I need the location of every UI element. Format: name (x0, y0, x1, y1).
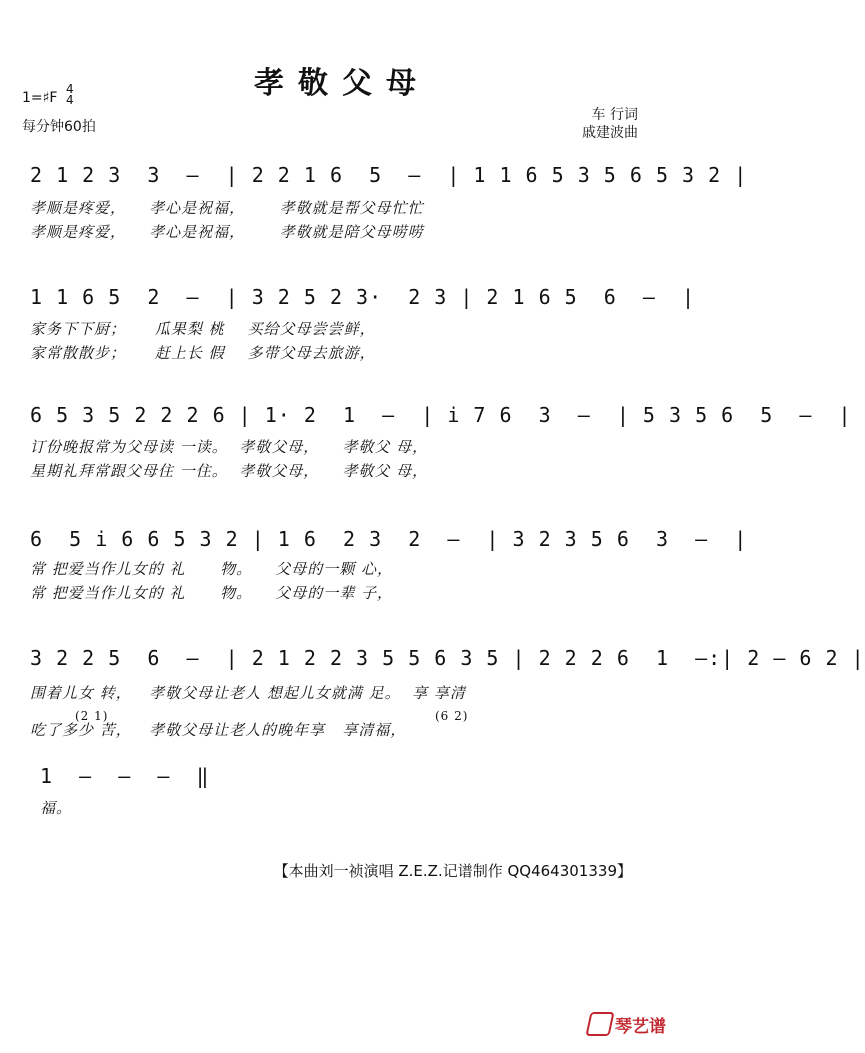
notation-line-5: 3 2 2 5 6 – | 2 1 2 2 3 5 5 6 3 5 | 2 2 2 6 1 –:| 2 – 6 2 | (30, 646, 865, 670)
notation-line-6: 1 – – – ‖ (40, 764, 210, 788)
lyric-line-1b: 孝顺是疼爱， 孝心是祝福， 孝敬就是陪父母唠唠 (30, 223, 424, 241)
lyric-line-2a: 家务下下厨； 瓜果梨 桃 买给父母尝尝鲜， (30, 320, 376, 338)
lyric-line-3b: 星期礼拜常跟父母住 一住。 孝敬父母， 孝敬父 母， (30, 462, 429, 480)
lyric-line-1a: 孝顺是疼爱， 孝心是祝福， 孝敬就是帮父母忙忙 (30, 199, 424, 217)
notation-line-2: 1 1 6 5 2 – | 3 2 5 2 3· 2 3 | 2 1 6 5 6 – | (30, 285, 696, 309)
notation-line-3: 6 5 3 5 2 2 2 6 | 1· 2 1 – | i 7 6 3 – | 5 3 5 6 5 – | (30, 403, 852, 427)
notation-line-1: 2 1 2 3 3 – | 2 2 1 6 5 – | 1 1 6 5 3 5 6 5 3 2 | (30, 163, 748, 187)
watermark-logo: 琴艺谱 (588, 1012, 666, 1037)
lyric-line-2b: 家常散散步； 赶上长 假 多带父母去旅游， (30, 344, 376, 362)
composer-credit: 戚建波曲 (582, 125, 638, 141)
lyric-line-4a: 常 把爱当作儿女的 礼 物。 父母的一颗 心， (30, 560, 393, 578)
lyric-line-3a: 订份晚报常为父母读 一读。 孝敬父母， 孝敬父 母， (30, 438, 429, 456)
lyric-line-5b: 吃了多少 苦， 孝敬父母让老人的晚年享 享清福， (30, 721, 407, 739)
tempo-marking: 每分钟60拍 (22, 119, 96, 135)
lyric-line-4b: 常 把爱当作儿女的 礼 物。 父母的一辈 子， (30, 584, 393, 602)
time-signature: 4 4 (66, 82, 74, 107)
alt-notes-2: (6 2) (435, 709, 469, 723)
recording-credit: 【本曲刘一祯演唱 Z.E.Z.记谱制作 QQ464301339】 (273, 862, 632, 880)
lyric-line-6a: 福。 (40, 799, 73, 817)
lyric-line-5a: 围着儿女 转， 孝敬父母让老人 想起儿女就满 足。 享 享清 (30, 684, 466, 702)
alt-notes-1: (2 1) (75, 709, 109, 723)
lyricist-credit: 车 行词 (591, 107, 638, 123)
song-title: 孝敬父母 (254, 66, 430, 101)
notation-line-4: 6 5 i 6 6 5 3 2 | 1 6 2 3 2 – | 3 2 3 5 6 3 – | (30, 527, 748, 551)
key-signature: 1=♯F (22, 90, 58, 106)
logo-icon (585, 1012, 614, 1036)
